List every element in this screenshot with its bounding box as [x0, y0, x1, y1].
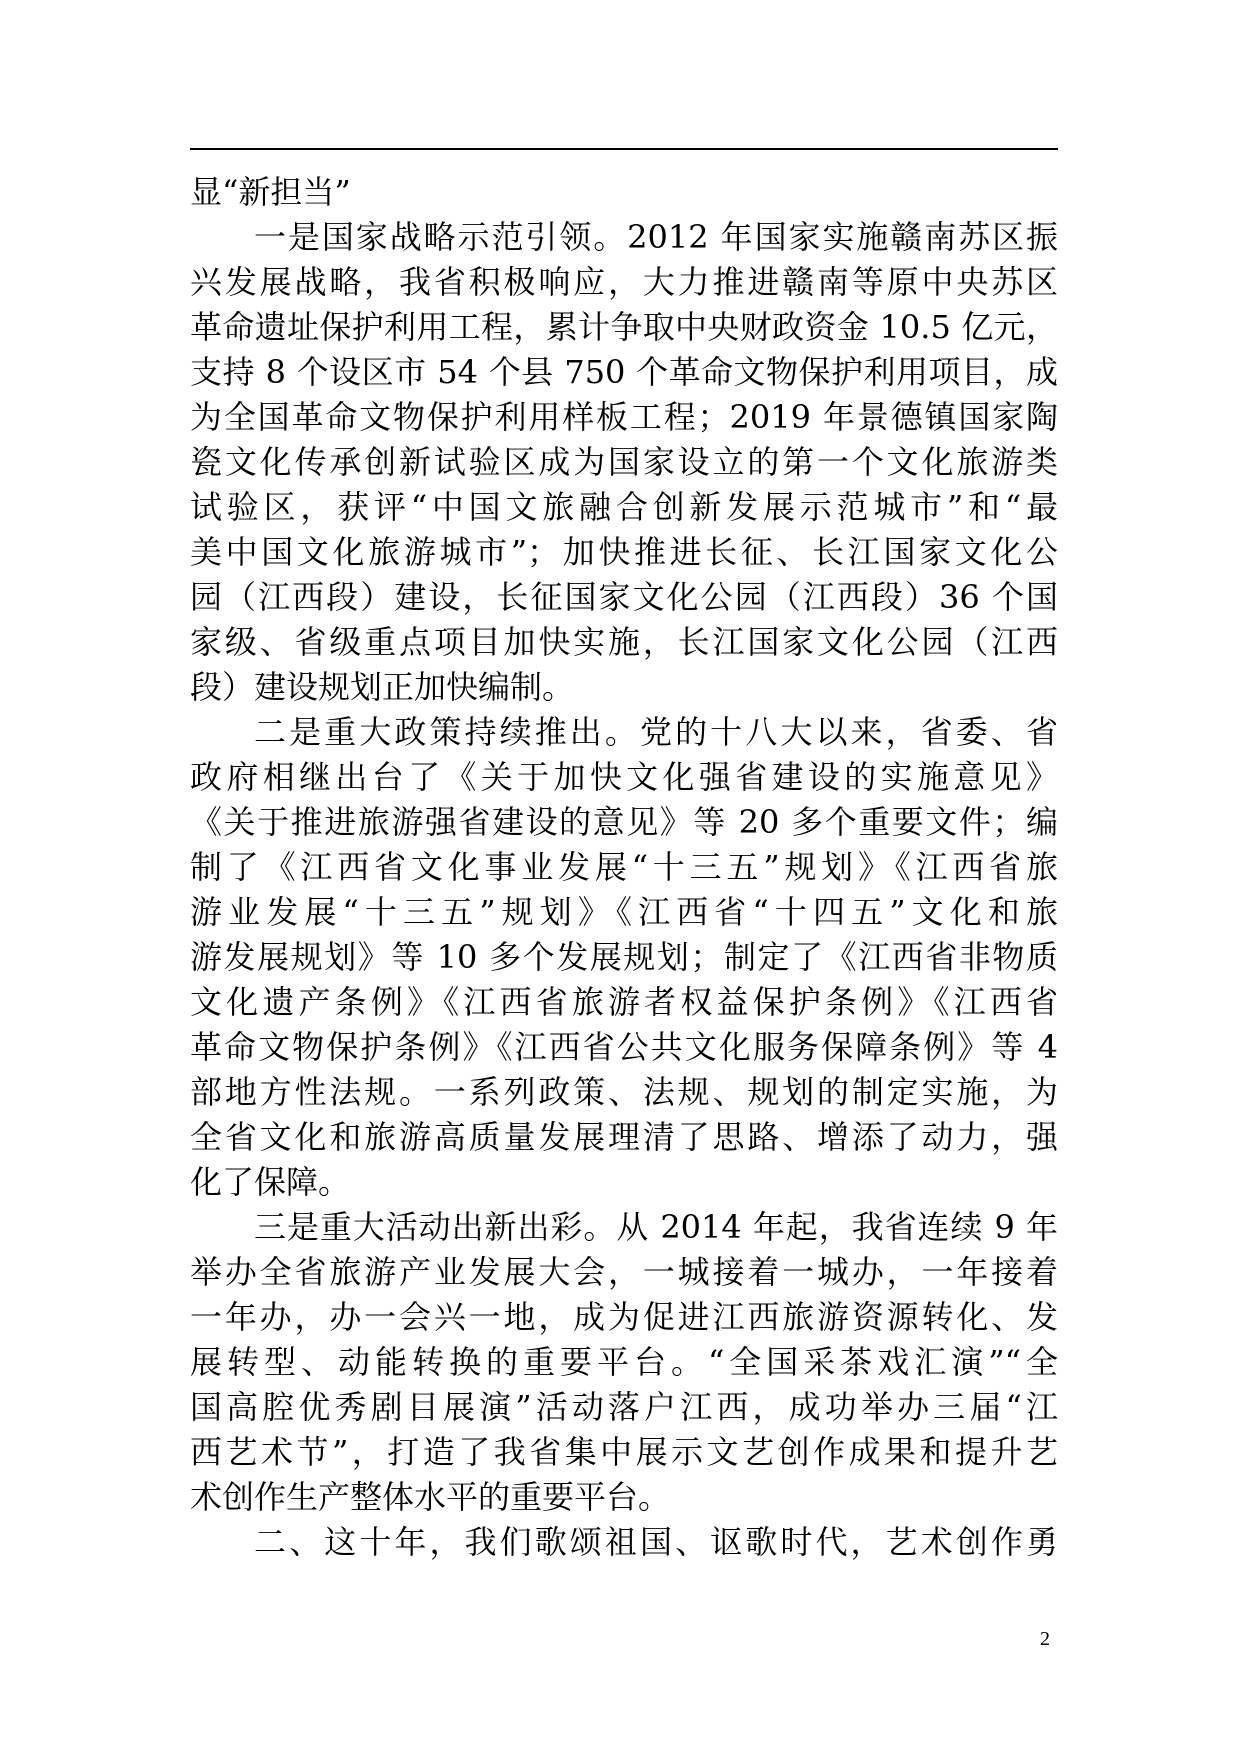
- text-line: 兴发展战略，我省积极响应，大力推进赣南等原中央苏区: [190, 263, 1058, 301]
- text-line: 游发展规划》等 10 多个发展规划；制定了《江西省非物质: [190, 938, 1058, 976]
- text-line: 举办全省旅游产业发展大会，一城接着一城办，一年接着: [190, 1253, 1058, 1291]
- text-line: 术创作生产整体水平的重要平台。: [190, 1478, 671, 1516]
- text-line: 《关于推进旅游强省建设的意见》等 20 多个重要文件；编: [190, 803, 1058, 841]
- text-line: 试验区，获评“中国文旅融合创新发展示范城市”和“最: [190, 488, 1058, 526]
- page-number: 2: [1040, 1628, 1050, 1650]
- body-text: [190, 170, 1058, 1565]
- text-line: 革命文物保护条例》《江西省公共文化服务保障条例》等 4: [190, 1028, 1058, 1066]
- text-line: 为全国革命文物保护利用样板工程；2019 年景德镇国家陶: [190, 398, 1058, 436]
- text-line: 家级、省级重点项目加快实施，长江国家文化公园（江西: [190, 623, 1058, 661]
- paragraph-line: 三是重大活动出新出彩。从 2014 年起，我省连续 9 年: [254, 1208, 1058, 1246]
- text-line: 制了《江西省文化事业发展“十三五”规划》《江西省旅: [190, 848, 1058, 886]
- text-line: 段）建设规划正加快编制。: [190, 668, 575, 706]
- text-line: 园（江西段）建设，长征国家文化公园（江西段）36 个国: [190, 578, 1058, 616]
- text-line: 政府相继出台了《关于加快文化强省建设的实施意见》: [190, 758, 1058, 796]
- text-line: 显“新担当”: [190, 173, 351, 211]
- text-line: 美中国文化旅游城市”；加快推进长征、长江国家文化公: [190, 533, 1058, 571]
- text-line: 革命遗址保护利用工程，累计争取中央财政资金 10.5 亿元，: [190, 308, 1058, 346]
- text-line: 瓷文化传承创新试验区成为国家设立的第一个文化旅游类: [190, 443, 1058, 481]
- text-line: 全省文化和旅游高质量发展理清了思路、增添了动力，强: [190, 1118, 1058, 1156]
- text-line: 化了保障。: [190, 1163, 351, 1201]
- text-line: 游业发展“十三五”规划》《江西省“十四五”文化和旅: [190, 893, 1058, 931]
- text-line: 支持 8 个设区市 54 个县 750 个革命文物保护利用项目，成: [190, 353, 1058, 391]
- text-line: 国高腔优秀剧目展演”活动落户江西，成功举办三届“江: [190, 1388, 1058, 1426]
- text-line: 展转型、动能转换的重要平台。“全国采茶戏汇演”“全: [190, 1343, 1058, 1381]
- paragraph-line: 二是重大政策持续推出。党的十八大以来，省委、省: [254, 713, 1058, 751]
- header-rule: [190, 148, 1058, 150]
- text-line: 文化遗产条例》《江西省旅游者权益保护条例》《江西省: [190, 983, 1058, 1021]
- paragraph-line: 一是国家战略示范引领。2012 年国家实施赣南苏区振: [254, 218, 1058, 256]
- section-heading-line: 二、这十年，我们歌颂祖国、讴歌时代，艺术创作勇: [254, 1523, 1058, 1561]
- text-line: 一年办，办一会兴一地，成为促进江西旅游资源转化、发: [190, 1298, 1058, 1336]
- text-line: 部地方性法规。一系列政策、法规、规划的制定实施，为: [190, 1073, 1058, 1111]
- text-line: 西艺术节”，打造了我省集中展示文艺创作成果和提升艺: [190, 1433, 1058, 1471]
